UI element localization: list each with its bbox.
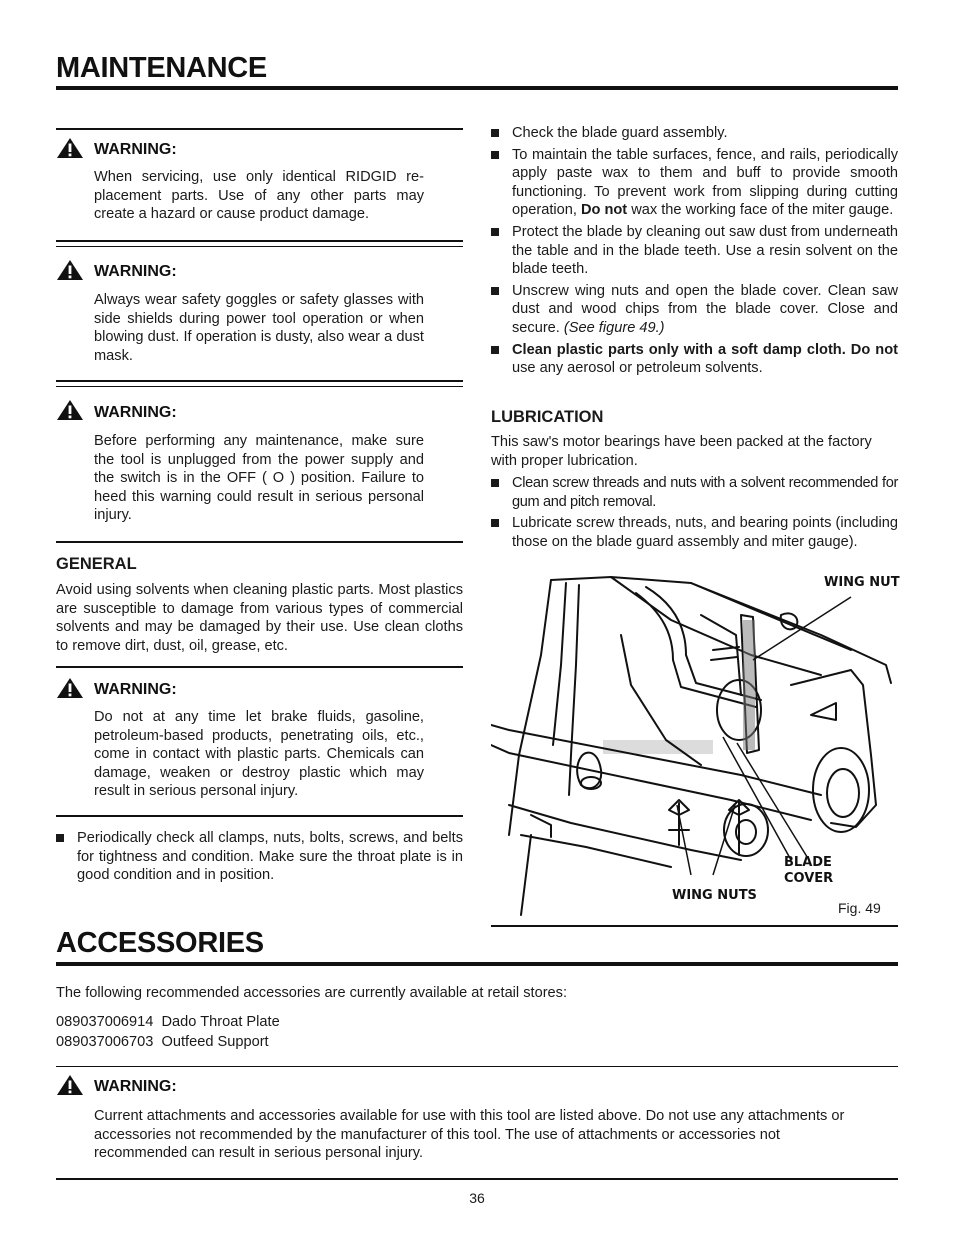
page-title-accessories: ACCESSORIES <box>56 927 264 959</box>
lubrication-text: This saw's motor bearings have been packed at the factory with proper lubrication. <box>491 434 872 469</box>
list-item-text: use any aerosol or petroleum solvents. <box>512 360 763 377</box>
warning-title: WARNING: <box>94 681 177 698</box>
title-rule <box>56 962 898 966</box>
warning-title: WARNING: <box>94 263 177 280</box>
callout-wing-nut: WING NUT <box>824 575 900 590</box>
part-number: 089037006914 <box>56 1014 154 1030</box>
general-text: Avoid using solvents when cleaning plastic parts. Most plastics are susceptible to damage from various types of commercial solvents and may be damaged by their use. Use clean cloths to remove dirt, dust, oil, grease, etc. <box>56 582 463 654</box>
list-item <box>491 223 898 279</box>
list-item-emphasis: not <box>875 341 898 358</box>
bullet-square-icon <box>491 479 499 487</box>
warning-text: When servicing, use only identical RIDGID re-placement parts. Use of any other parts may create a hazard or cause product damage. <box>94 169 424 223</box>
warning-triangle-icon <box>56 259 84 281</box>
bullet-square-icon <box>491 228 499 236</box>
warning-title: WARNING: <box>94 404 177 421</box>
maintenance-list <box>491 124 898 381</box>
list-item-text: Protect the blade by cleaning out saw dust from underneath the table and in the blade teeth. Use a resin solvent on the blade teeth. <box>512 223 898 278</box>
accessory-item <box>56 1014 280 1030</box>
list-item <box>56 829 463 885</box>
warning-title: WARNING: <box>94 1078 177 1095</box>
accessory-item <box>56 1034 269 1050</box>
figure-rule <box>491 925 898 927</box>
footer-rule <box>56 1178 898 1180</box>
list-item <box>491 341 898 378</box>
accessories-intro: The following recommended accessories are currently available at retail stores: <box>56 985 568 1001</box>
bullet-square-icon <box>491 519 499 527</box>
list-item-emphasis: Clean plastic parts only with a soft damp cloth. Do <box>512 341 871 358</box>
warning-triangle-icon <box>56 677 84 699</box>
page-title-maintenance: MAINTENANCE <box>56 52 267 84</box>
maintenance-list <box>56 829 463 888</box>
warning-rule <box>56 380 463 382</box>
bullet-square-icon <box>56 834 64 842</box>
section-title-lubrication: LUBRICATION <box>491 408 604 426</box>
list-item <box>491 282 898 338</box>
bullet-square-icon <box>491 346 499 354</box>
part-number: 089037006703 <box>56 1034 154 1050</box>
list-item <box>491 514 898 551</box>
warning-rule <box>56 128 463 130</box>
list-item-text: Lubricate screw threads, nuts, and bearing points (including those on the blade guard assembly and miter gauge). <box>512 515 898 550</box>
callout-blade-cover-line1: BLADE <box>784 855 832 870</box>
list-item <box>491 146 898 220</box>
warning-triangle-icon <box>56 137 84 159</box>
lubrication-list <box>491 474 898 554</box>
section-title-general: GENERAL <box>56 555 137 573</box>
callout-blade-cover-line2: COVER <box>784 871 834 886</box>
bullet-square-icon <box>491 287 499 295</box>
warning-rule <box>56 246 463 247</box>
list-item-text: Unscrew wing nuts and open the blade cover. Clean saw dust and wood chips from the blade cover. Close and secure. <box>512 282 898 336</box>
warning-rule <box>56 386 463 387</box>
warning-triangle-icon <box>56 399 84 421</box>
warning-rule <box>56 541 463 543</box>
figure-49-saw-underside <box>491 575 898 920</box>
list-item <box>491 124 898 143</box>
warning-text: Current attachments and accessories available for use with this tool are listed above. Do not use any attachments or accessories not recommended by the manufacturer of this tool. The use of attachments or accessories not recommended can result in serious personal injury. <box>94 1108 845 1162</box>
warning-triangle-icon <box>56 1074 84 1096</box>
figure-caption: Fig. 49 <box>838 900 881 916</box>
warning-text: Do not at any time let brake fluids, gasoline, petroleum-based products, penetrating oils, etc., come in contact with plastic parts. Chemicals can damage, weaken or destroy plastic which may result in serious personal injury. <box>94 709 424 800</box>
part-name: Outfeed Support <box>161 1034 269 1050</box>
figure-reference: (See figure 49.) <box>563 319 665 336</box>
list-item-text: Periodically check all clamps, nuts, bolts, screws, and belts for tightness and condition. Make sure the throat plate is in good condition and in position. <box>77 830 463 884</box>
list-item-text: Clean screw threads and nuts with a solvent recommended for gum and pitch removal. <box>512 475 898 510</box>
warning-title: WARNING: <box>94 141 177 158</box>
part-name: Dado Throat Plate <box>161 1014 280 1030</box>
list-item-emphasis: Do not <box>580 202 628 219</box>
warning-rule <box>56 815 463 817</box>
list-item-text: wax the working face of the miter gauge. <box>627 202 894 219</box>
list-item-text: To maintain the table surfaces, fence, and rails, periodically apply paste wax to them and buff to provide smooth functioning. To prevent work from slipping during cutting operation, <box>512 146 898 219</box>
warning-rule <box>56 1066 898 1067</box>
warning-rule <box>56 240 463 242</box>
title-rule <box>56 86 898 90</box>
list-item-text: Check the blade guard assembly. <box>512 125 728 141</box>
callout-wing-nuts: WING NUTS <box>672 888 757 903</box>
list-item <box>491 474 898 511</box>
warning-rule <box>56 666 463 668</box>
warning-text: Before performing any maintenance, make sure the tool is unplugged from the power supply and the switch is in the OFF ( O ) position. Failure to heed this warning could result in serious personal injury. <box>94 433 424 524</box>
page-number: 36 <box>469 1190 485 1206</box>
bullet-square-icon <box>491 129 499 137</box>
warning-text: Always wear safety goggles or safety glasses with side shields during power tool operation or when blowing dust. If operation is dusty, also wear a dust mask. <box>94 292 424 364</box>
bullet-square-icon <box>491 151 499 159</box>
